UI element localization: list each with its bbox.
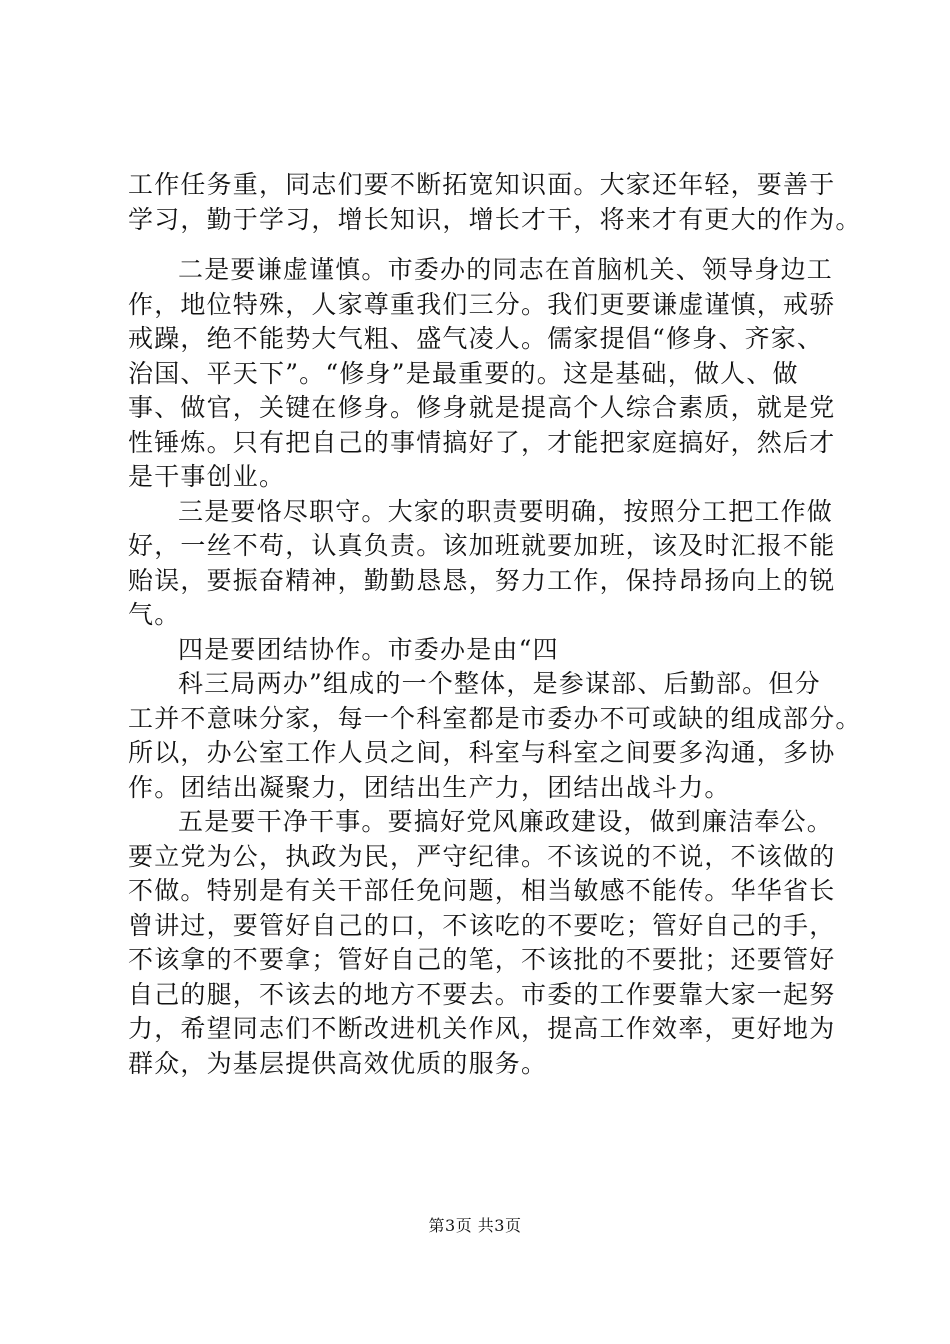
document-body: [128, 168, 862, 1081]
text-line: 要立党为公，执政为民，严守纪律。不该说的不说，不该做的: [128, 841, 836, 871]
text-line: 力，希望同志们不断改进机关作风，提高工作效率，更好地为: [128, 1014, 836, 1043]
paragraph-5-start: 五是要干净干事。要搞好党风廉政建设，做到廉洁奉公。: [178, 807, 834, 836]
text-line: 气。: [128, 600, 181, 629]
text-line: 所以，办公室工作人员之间，科室与科室之间要多沟通，多协: [128, 738, 836, 767]
text-line: 事、做官，关键在修身。修身就是提高个人综合素质，就是党: [128, 393, 836, 422]
text-line: 不做。特别是有关干部任免问题，相当敏感不能传。华华省长: [128, 876, 836, 905]
paragraph-4-start: 四是要团结协作。市委办是由“四: [178, 634, 559, 664]
text-line: 是干事创业。: [128, 462, 286, 491]
text-line: 戒躁，绝不能势大气粗、盛气凌人。儒家提倡“修身、齐家、: [128, 324, 824, 353]
text-line: 不该拿的不要拿；管好自己的笔，不该批的不要批；还要管好: [128, 945, 836, 974]
text-line: 好，一丝不苟，认真负责。该加班就要加班，该及时汇报不能: [128, 531, 836, 560]
page-number: 第3页 共3页: [428, 1216, 522, 1235]
text-line: 工并不意味分家，每一个科室都是市委办不可或缺的组成部分。: [128, 703, 862, 733]
text-line: 性锤炼。只有把自己的事情搞好了，才能把家庭搞好，然后才: [128, 427, 836, 457]
paragraph-2-start: 二是要谦虚谨慎。市委办的同志在首脑机关、领导身边工: [178, 255, 834, 284]
text-line: 群众，为基层提供高效优质的服务。: [128, 1048, 548, 1078]
text-line: 作。团结出凝聚力，团结出生产力，团结出战斗力。: [128, 772, 731, 802]
text-line: 贻误，要振奋精神，勤勤恳恳，努力工作，保持昂扬向上的锐: [128, 565, 836, 595]
text-line: 科三局两办”组成的一个整体，是参谋部、后勤部。但分: [178, 669, 821, 698]
paragraph-3-start: 三是要恪尽职守。大家的职责要明确，按照分工把工作做: [178, 496, 834, 526]
text-line: 自己的腿，不该去的地方不要去。市委的工作要靠大家一起努: [128, 979, 836, 1009]
text-line: 学习，勤于学习，增长知识，增长才干，将来才有更大的作为。: [128, 204, 862, 234]
text-line: 工作任务重，同志们要不断拓宽知识面。大家还年轻，要善于: [128, 170, 836, 199]
text-line: 作，地位特殊，人家尊重我们三分。我们更要谦虚谨慎，戒骄: [128, 289, 836, 319]
text-line: 曾讲过，要管好自己的口，不该吃的不要吃；管好自己的手，: [128, 910, 836, 940]
text-line: 治国、平天下”。“修身”是最重要的。这是基础，做人、做: [128, 358, 799, 388]
